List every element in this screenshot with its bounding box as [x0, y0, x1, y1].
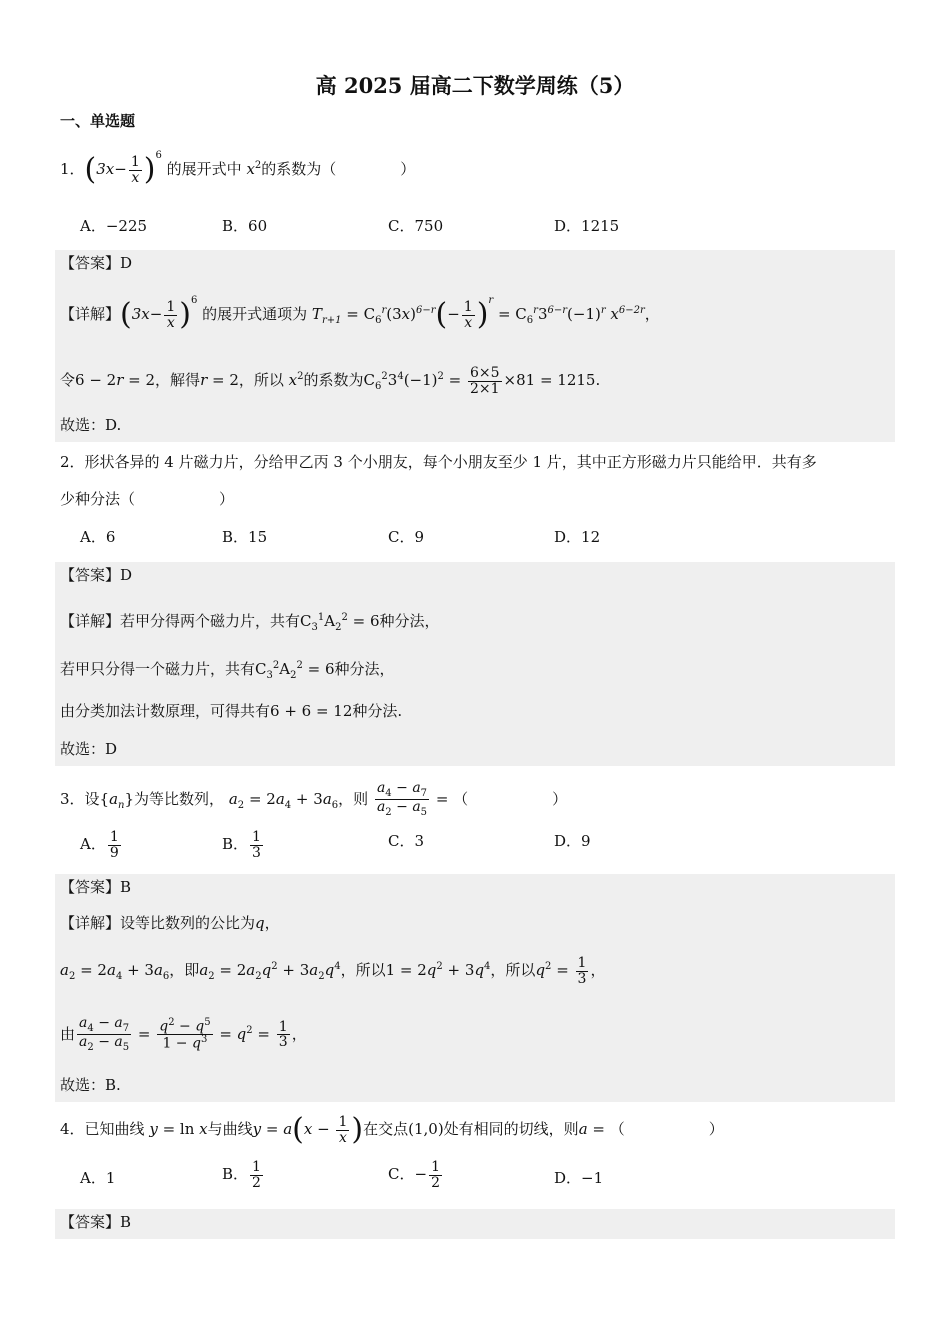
q3-detail-2: $a_2 = 2a_4 + 3a_6$，即$a_2 = 2a_2q^2 + 3a_2q^4$，所以$1 = 2q^2 + 3q^4$，所以$q^2$ = $\frac{1}{3}$ ， [60, 955, 606, 987]
q4-option-c[interactable]: C．− $\frac{1}{2}$ [388, 1159, 440, 1191]
q2-option-d[interactable]: D．12 [554, 528, 601, 546]
q1-detail-line2: 令6 − 2r = 2，解得r = 2，所以 $x^2$的系数为$C_6^23^4(-1)^2$ = $\frac{6\times 5}{2\times 1}$ ×81 = 1215. [60, 365, 601, 397]
q1-option-b[interactable]: B．60 [222, 217, 268, 235]
q3-option-a[interactable]: A． $\frac{1}{9}$ [80, 829, 119, 861]
q4-option-a[interactable]: A．1 [80, 1169, 116, 1187]
q2-detail-2: 若甲只分得一个磁力片，共有$C_3^2A_2^2 = 6$种分法， [60, 660, 395, 681]
page-title: 高 2025 届高二下数学周练（5） [315, 73, 635, 98]
question-2-line1: 2．形状各异的 4 片磁力片，分给甲乙丙 3 个小朋友，每个小朋友至少 1 片，其中正方形磁力片只能给甲．共有多 [60, 453, 817, 471]
q4-option-b[interactable]: B． $\frac{1}{2}$ [222, 1159, 261, 1191]
question-2-line2: 少种分法（ ） [60, 490, 235, 508]
q2-option-a[interactable]: A．6 [80, 528, 116, 546]
q4-answer: 【答案】B [60, 1213, 132, 1231]
q4-option-d[interactable]: D．−1 [554, 1169, 604, 1187]
q2-detail-3: 由分类加法计数原理，可得共有6 + 6 = 12种分法. [60, 702, 403, 720]
q1-option-a[interactable]: A．−225 [80, 217, 148, 235]
q1-choose: 故选：D. [60, 416, 122, 434]
q1-option-c[interactable]: C．750 [388, 217, 444, 235]
q2-answer-box [55, 562, 895, 766]
question-1-stem: 1．(3x− $\frac{1}{x}$ )$^6$ 的展开式中 $x^2$的系数为（ ） [60, 150, 416, 188]
question-4-stem: 4．已知曲线 y = ln x与曲线y = a(x − $\frac{1}{x}$ )在交点(1,0)处有相同的切线，则a = （ ） [60, 1112, 724, 1148]
q1-option-d[interactable]: D．1215 [554, 217, 620, 235]
q3-detail-1: 【详解】设等比数列的公比为q， [60, 914, 280, 932]
q2-option-c[interactable]: C．9 [388, 528, 425, 546]
q3-answer: 【答案】B [60, 878, 132, 896]
section-title: 一、单选题 [60, 112, 136, 130]
q1-answer: 【答案】D [60, 254, 133, 272]
q4-answer-box [55, 1209, 895, 1239]
question-3-stem: 3．设$\{a_n\}$为等比数列， $a_2 = 2a_4 + 3a_6$，则 $\frac{a_4 - a_7}{a_2 - a_5}$ = （ ） [60, 780, 568, 819]
q3-option-c[interactable]: C．3 [388, 832, 425, 850]
q2-choose: 故选：D [60, 740, 118, 758]
q3-choose: 故选：B. [60, 1076, 121, 1094]
q2-option-b[interactable]: B．15 [222, 528, 268, 546]
q3-option-d[interactable]: D．9 [554, 832, 591, 850]
q1-answer-box [55, 250, 895, 442]
q3-detail-3: 由 $\frac{a_4 - a_7}{a_2 - a_5}$ = $\frac{q^2 - q^5}{1 - q^3}$ = $q^2$ = $\frac{1}{3}$ ， [60, 1015, 307, 1054]
q2-answer: 【答案】D [60, 566, 133, 584]
q3-answer-box [55, 874, 895, 1102]
q1-detail: 【详解】(3x− $\frac{1}{x}$ )$^6$ 的展开式通项为 $T_{r+1} = C_6^r(3x)^{6-r}(-$ $\frac{1}{x}$ )$^r = C_6^r3^{6-r}(-1)^r$ $x^{6-2r}$， [60, 295, 660, 333]
q3-option-b[interactable]: B． $\frac{1}{3}$ [222, 829, 261, 861]
q2-detail-1: 【详解】若甲分得两个磁力片，共有$C_3^1A_2^2 = 6$种分法， [60, 612, 440, 633]
